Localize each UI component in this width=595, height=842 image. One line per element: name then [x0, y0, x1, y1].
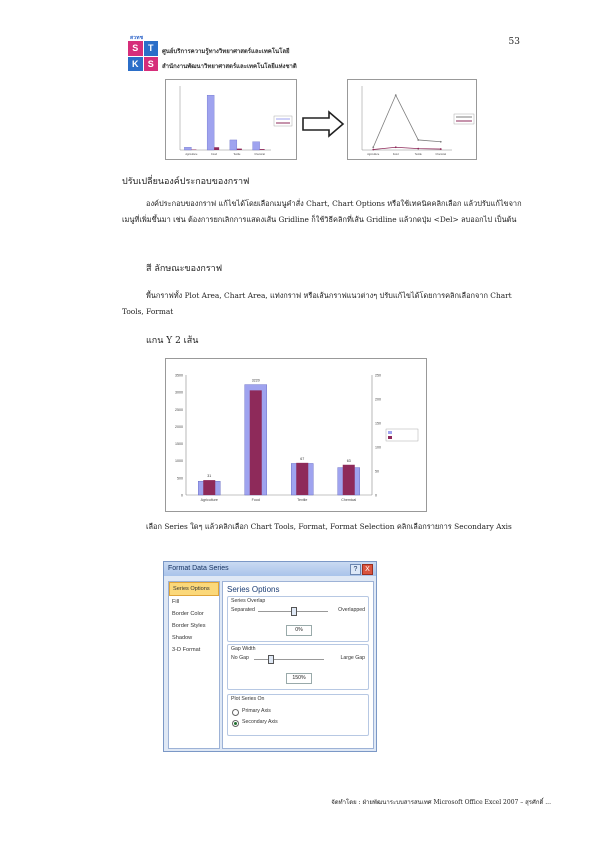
gap-group [227, 644, 369, 690]
nav-3d-format[interactable]: 3-D Format [172, 647, 201, 653]
bar [214, 147, 219, 150]
data-label: 67 [300, 456, 305, 461]
y-tick-label: 2500 [175, 407, 183, 412]
line-point [372, 146, 374, 148]
panel-title: Series Options [227, 585, 280, 594]
chart-bar-small-svg [166, 80, 296, 159]
line-point [417, 148, 419, 150]
line-point [440, 148, 442, 150]
paragraph-secondary-axis: เลือก Series ใดๆ แล้วคลิกเลือก Chart Tools, Format, Format Selection คลิกเลือกรายการ Secondary Axis [146, 522, 512, 531]
logo-letter: K [128, 57, 143, 72]
gap-label: Gap Width [231, 646, 256, 652]
right-arrow-icon [301, 110, 345, 138]
x-tick-label: Food [392, 153, 399, 156]
x-tick-label: Food [251, 498, 260, 502]
bar [184, 147, 191, 150]
nav-border-styles[interactable]: Border Styles [172, 623, 206, 629]
gap-input[interactable]: 150% [286, 673, 312, 684]
y-tick-label: 0 [181, 493, 183, 498]
y-tick-label: 2000 [175, 424, 183, 429]
legend [274, 116, 292, 126]
bar [207, 95, 214, 150]
bar [237, 149, 242, 150]
nav-fill[interactable]: Fill [172, 599, 180, 605]
y2-tick-label: 250 [375, 373, 381, 378]
heading-chart-style: สี ลักษณะของกราฟ [146, 264, 223, 274]
dialog-panel [222, 581, 374, 749]
x-tick-label: Textile [414, 153, 422, 156]
series-line [373, 147, 441, 149]
primary-axis-label: Primary Axis [242, 708, 271, 714]
overlap-group [227, 596, 369, 642]
bar-secondary [203, 480, 215, 495]
dialog-title: Format Data Series [168, 565, 229, 572]
bar [253, 142, 260, 150]
chart-secondary-axis-svg [166, 359, 426, 511]
bar [230, 140, 237, 150]
overlap-slider-thumb[interactable] [291, 607, 297, 616]
y2-tick-label: 50 [375, 469, 379, 474]
overlap-input[interactable]: 0% [286, 625, 312, 636]
y2-tick-label: 0 [375, 493, 377, 498]
logo-letter: S [128, 41, 143, 56]
data-label: 3220 [251, 378, 260, 383]
nav-shadow[interactable]: Shadow [172, 635, 193, 641]
gap-slider[interactable] [254, 659, 324, 660]
logo-caption: สวทช [130, 35, 144, 41]
heading-two-y-axes: แกน Y 2 เส้น [146, 336, 199, 346]
y-tick-label: 1000 [175, 459, 183, 464]
primary-axis-radio[interactable] [232, 709, 239, 716]
close-icon[interactable]: X [362, 564, 373, 575]
nav-series-options[interactable]: Series Options [169, 582, 219, 596]
plot-on-label: Plot Series On [231, 696, 265, 702]
bar-secondary [296, 463, 308, 495]
legend-swatch [388, 431, 392, 434]
line-point [440, 141, 442, 143]
legend [454, 114, 474, 124]
x-tick-label: Chemical [341, 498, 357, 502]
x-tick-label: Chemical [435, 153, 446, 156]
overlapped-label: Overlapped [338, 607, 365, 613]
x-tick-label: Textile [297, 498, 308, 502]
plot-area [180, 86, 271, 150]
line-point [372, 149, 374, 151]
x-tick-label: Agriculture [200, 498, 218, 502]
data-label: 63 [346, 458, 351, 463]
y-tick-label: 3500 [175, 373, 183, 378]
y2-tick-label: 200 [375, 397, 381, 402]
chart-line-small [347, 79, 477, 160]
dialog-nav [168, 581, 220, 749]
y-tick-label: 3000 [175, 390, 183, 395]
x-tick-label: Agriculture [185, 153, 198, 156]
gap-slider-thumb[interactable] [268, 655, 274, 664]
overlap-label: Series Overlap [231, 598, 266, 604]
bar-secondary [250, 390, 262, 495]
separated-label: Separated [231, 607, 255, 613]
legend [386, 429, 418, 441]
chart-line-small-svg [348, 80, 476, 159]
paragraph-format: พื้นกราฟทั้ง Plot Area, Chart Area, แท่งกราฟ หรือเส้นกราฟแนวต่างๆ ปรับแก้ไขได้โดยการคลิกเลือกจาก Chart Tools, Format [122, 291, 512, 316]
dialog-titlebar [164, 562, 376, 576]
footer-credit: จัดทำโดย : ฝ่ายพัฒนาระบบสารสนเทศ Microsoft Office Excel 2007 – สุรศักดิ์ ... [331, 799, 551, 806]
page-number: 53 [508, 37, 520, 47]
secondary-axis-radio[interactable] [232, 720, 239, 727]
plot-on-group [227, 694, 369, 736]
logo-letter: S [144, 57, 159, 72]
heading-chart-elements: ปรับเปลี่ยนองค์ประกอบของกราฟ [122, 177, 250, 187]
line-point [417, 139, 419, 141]
stks-logo [128, 41, 158, 71]
no-gap-label: No Gap [231, 655, 249, 661]
x-tick-label: Textile [233, 153, 241, 156]
help-icon[interactable]: ? [350, 564, 361, 575]
y2-tick-label: 100 [375, 445, 381, 450]
secondary-axis-label: Secondary Axis [242, 719, 278, 725]
logo-letter: T [144, 41, 159, 56]
large-gap-label: Large Gap [340, 655, 365, 661]
format-data-series-dialog [163, 561, 377, 752]
data-label: 31 [207, 474, 212, 479]
chart-bar-small [165, 79, 297, 160]
bar [260, 149, 265, 150]
line-point [395, 94, 397, 96]
x-tick-label: Chemical [254, 153, 265, 156]
series-line [373, 95, 441, 147]
chart-secondary-axis [165, 358, 427, 512]
org-name-line1: ศูนย์บริการความรู้ทางวิทยาศาสตร์และเทคโนโลยี [162, 48, 290, 55]
bar-secondary [343, 465, 355, 495]
y2-tick-label: 150 [375, 421, 381, 426]
x-tick-label: Agriculture [367, 153, 380, 156]
y-tick-label: 500 [177, 476, 183, 481]
nav-border-color[interactable]: Border Color [172, 611, 204, 617]
legend-swatch [388, 436, 392, 439]
org-name-line2: สำนักงานพัฒนาวิทยาศาสตร์และเทคโนโลยีแห่งชาติ [162, 63, 297, 70]
line-point [395, 146, 397, 148]
y-tick-label: 1500 [175, 442, 183, 447]
paragraph-chart-options: องค์ประกอบของกราฟ แก้ไขได้โดยเลือกเมนูคำสั่ง Chart, Chart Options หรือใช้เทคนิคคลิกเลือก แล้วปรับแก้ไขจากเมนูที่เพิ่มขึ้นมา เช่น ต้องการยกเลิกการแสดงเส้น Gridline ก็ใช้วิธีคลิกที่เส้น Gridline แล้วกดปุ่ม <Del> ลบออกไป เป็นต้น [122, 199, 522, 224]
x-tick-label: Food [211, 153, 217, 156]
